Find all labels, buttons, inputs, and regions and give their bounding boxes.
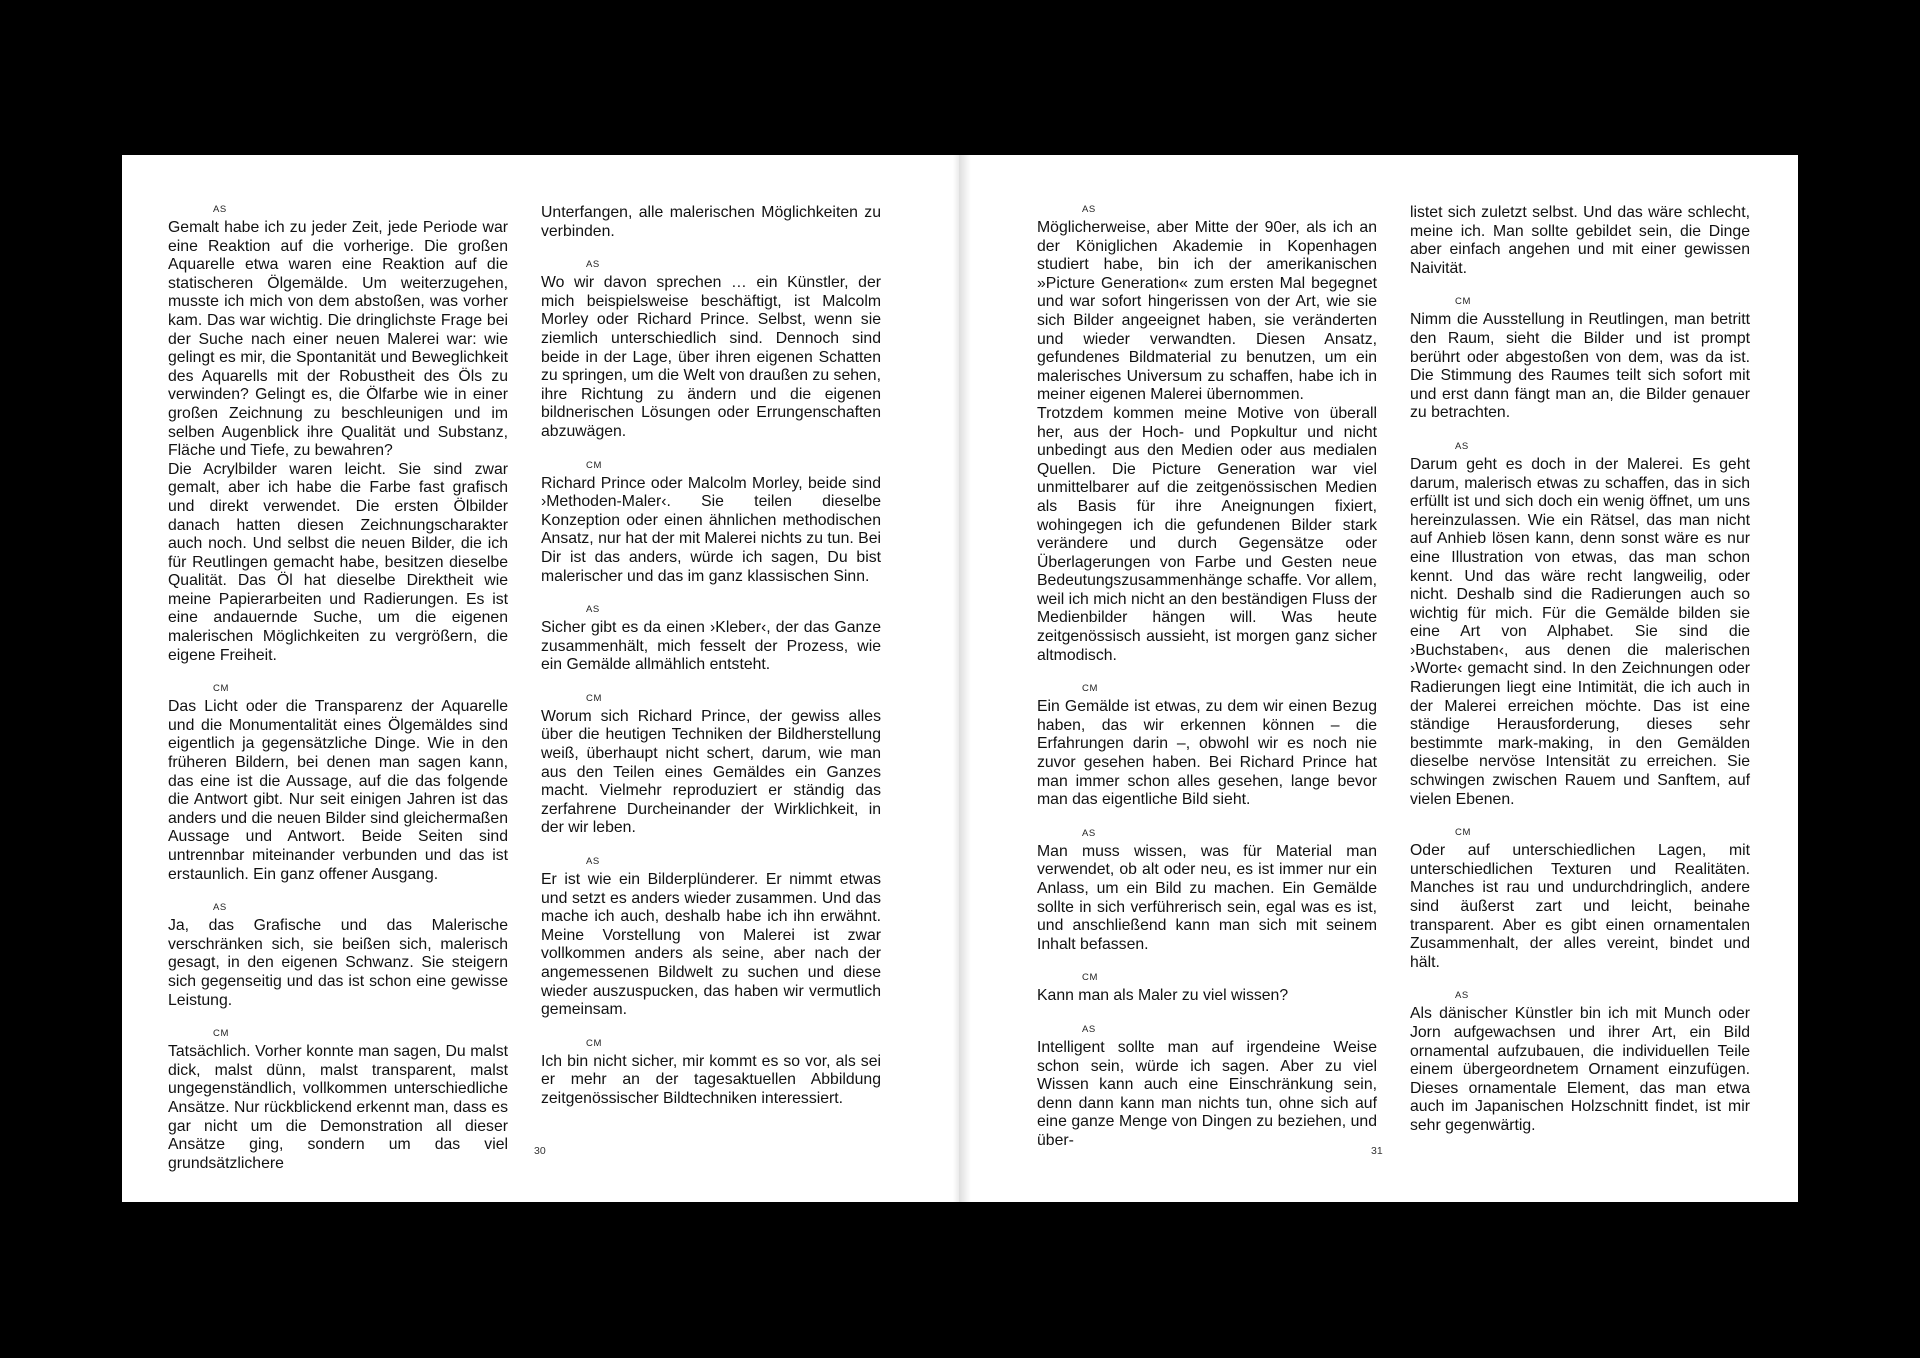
interview-block [1410, 827, 1750, 972]
interview-block [168, 902, 508, 1010]
speaker-label: AS [1082, 827, 1096, 839]
body-paragraph: Oder auf unterschiedlichen Lagen, mit unterschiedlichen Texturen und Realitäten. Manches ist rau und undurchdringlich, andere sind äußerst zart und leicht, beinahe transparent. Aber es gibt einen ornamentalen Zusammenhalt, der alles vereint, bindet und hält. [1410, 842, 1750, 971]
body-paragraph: Man muss wissen, was für Material man verwendet, ob alt oder neu, es ist immer nur ein Anlass, um ein Bild zu machen. Ein Gemälde sollte in sich verführerisch sein, egal was es ist, und anschließend kann man sich mit seinem Inhalt befassen. [1037, 842, 1377, 953]
right-page-column-2 [1410, 204, 1750, 1154]
speaker-label: AS [586, 259, 600, 271]
speaker-label: CM [586, 692, 602, 704]
body-paragraph: Als dänischer Künstler bin ich mit Munch oder Jorn aufgewachsen und ihrer Art, ein Bild ornamental aufzubauen, die individuellen Teile einem übergeordnetem Ornament einzufügen. Dieses ornamentale Element, das man etwa auch im Japanischen Holzschnitt findet, ist mir sehr gegenwärtig. [1410, 1005, 1750, 1134]
body-paragraph: Möglicherweise, aber Mitte der 90er, als ich an der Königlichen Akademie in Kopenhagen studiert habe, bin ich der amerikanischen »Picture Generation« zum ersten Mal begegnet und war sofort hingerissen von der Art, wie sie sich Bilder angeeignet haben, sie veränderten und wieder verwandten. Diesen Ansatz, gefundenes Bildmaterial zu benutzen, um ein malerisches Universum zu schaffen, habe ich in meiner eigenen Malerei übernommen. [1037, 219, 1377, 404]
interview-block [1037, 972, 1377, 1006]
left-page-column-1 [168, 204, 508, 1191]
speaker-label: CM [213, 1028, 229, 1040]
interview-block [1410, 441, 1750, 809]
interview-block [168, 204, 508, 665]
speaker-label: AS [1082, 1023, 1096, 1035]
body-paragraph: Ich bin nicht sicher, mir kommt es so vor, als sei er mehr an der tagesaktuellen Abbildung zeitgenössischer Bildtechniken interessiert. [541, 1052, 881, 1107]
speaker-label: AS [213, 204, 227, 215]
interview-block [541, 856, 881, 1020]
left-page [122, 155, 959, 1202]
speaker-label: CM [1455, 827, 1471, 839]
speaker-label: CM [1082, 683, 1098, 695]
interview-block [541, 693, 881, 838]
body-paragraph: Ein Gemälde ist etwas, zu dem wir einen Bezug haben, das wir erkennen können – die Erfahrungen darin –, obwohl wir es noch nie zuvor gesehen haben. Bei Richard Prince hat man immer schon alles gesehen, lange bevor man das eigentliche Bild sieht. [1037, 698, 1377, 809]
interview-block [1410, 990, 1750, 1135]
interview-block [1410, 296, 1750, 423]
interview-block [1410, 204, 1750, 278]
body-paragraph: Das Licht oder die Transparenz der Aquarelle und die Monumentalität eines Ölgemäldes sind eigentlich ja gegensätzliche Dinge. Wie in den früheren Bildern, bei denen man sagen kann, das eine ist die Aussage, auf die das folgende die Antwort gibt. Nur seit einigen Jahren ist das anders und die neuen Bilder sind gleichermaßen Aussage und Antwort. Beide Seiten sind untrennbar miteinander verbunden und das ist erstaunlich. Ein ganz offener Ausgang. [168, 698, 508, 883]
page-number: 31 [1371, 1145, 1383, 1157]
body-paragraph: Die Acrylbilder waren leicht. Sie sind zwar gemalt, aber ich habe die Farbe fast grafisch und direkt verwendet. Die ersten Ölbilder danach hatten diesen Zeichnungscharakter auch noch. Und selbst die neuen Bilder, die ich für Reutlingen gemacht habe, besitzen dieselbe Qualität. Das Öl hat dieselbe Direktheit wie meine Papierarbeiten und Radierungen. Es ist eine andauernde Suche, um die eigenen malerischen Möglichkeiten zu vergrößern, die eigene Freiheit. [168, 460, 508, 664]
body-paragraph: Nimm die Ausstellung in Reutlingen, man betritt den Raum, sieht die Bilder und ist prompt berührt oder abgestoßen von dem, was da ist. Die Stimmung des Raumes teilt sich sofort mit und erst dann fängt man an, die Bilder genauer zu betrachten. [1410, 311, 1750, 422]
speaker-label: AS [1455, 440, 1469, 452]
body-paragraph: Darum geht es doch in der Malerei. Es geht darum, malerisch etwas zu schaffen, das in sich erfüllt ist und sich doch ein wenig öffnet, um uns hereinzulassen. Wie ein Rätsel, das man nicht auf Anhieb lösen kann, denn sonst wäre es nur eine Illustration von etwas, das man schon kennt. Und das wäre recht langweilig, oder nicht. Deshalb sind die Radierungen auch so wichtig für mich. Für die Gemälde bilden sie eine Art von Alphabet. Sie sind die ›Buchstaben‹, aus denen die malerischen ›Worte‹ gemacht sind. In den Zeichnungen oder Radierungen liegt eine Intimität, die ich auch in der Malerei erreichen möchte. Das ist eine ständige Herausforderung, dieses sehr bestimmte mark-making, in den Gemälden dieselbe nervöse Intensität zu erreichen. Sie schwingen zwischen Rauem und Sanftem, auf vielen Ebenen. [1410, 455, 1750, 808]
body-paragraph: Unterfangen, alle malerischen Möglichkeiten zu verbinden. [541, 204, 881, 240]
speaker-label: AS [1455, 990, 1469, 1002]
body-paragraph: Trotzdem kommen meine Motive von überall her, aus der Hoch- und Popkultur und nicht unbedingt aus den Medien oder aus medialen Quellen. Die Picture Generation war viel unmittelbarer auf die zeitgenössischen Medien als Basis für ihre Aneignungen fixiert, wohingegen ich die gefundenen Bilder stark verändere und durch Gegensätze oder Überlagerungen von Farbe und Gesten neue Bedeutungszusammenhänge schaffe. Vor allem, weil ich mich nicht an den beständigen Fluss der Medienbilder hängen will. Was heute zeitgenössisch aussieht, ist morgen ganz sicher altmodisch. [1037, 404, 1377, 664]
interview-block [541, 460, 881, 587]
speaker-label: CM [586, 1037, 602, 1049]
body-paragraph: Er ist wie ein Bilderplünderer. Er nimmt etwas und setzt es anders wieder zusammen. Und das mache ich auch, deshalb habe ich ihn erwähnt. Meine Vorstellung von Malerei ist zwar vollkommen anders als seine, aber nach der angemessenen Bildwelt zu suchen und diese wieder auszuspucken, das haben wir vermutlich gemeinsam. [541, 871, 881, 1019]
interview-block [1037, 683, 1377, 810]
interview-block [541, 604, 881, 675]
speaker-label: AS [1082, 204, 1096, 215]
interview-block [541, 1038, 881, 1109]
speaker-label: AS [586, 856, 600, 868]
speaker-label: CM [1455, 296, 1471, 308]
page-number: 30 [534, 1145, 546, 1157]
left-page-column-2 [541, 204, 881, 1127]
body-paragraph: Wo wir davon sprechen … ein Künstler, der mich beispielsweise beschäftigt, ist Malcolm Morley oder Richard Prince. Selbst, wenn sie ziemlich unterschiedlich sind. Dennoch sind beide in der Lage, über ihren eigenen Schatten zu springen, um die Welt von draußen zu sehen, ihre Richtung zu ändern und die eigenen bildnerischen Lösungen oder Errungenschaften abzuwägen. [541, 274, 881, 440]
interview-block [541, 259, 881, 441]
body-paragraph: Gemalt habe ich zu jeder Zeit, jede Periode war eine Reaktion auf die vorherige. Die großen Aquarelle etwa waren eine Reaktion auf die statischeren Ölgemälde. Um weiterzugehen, musste ich mich von dem abstoßen, was vorher kam. Das war wichtig. Die dringlichste Frage bei der Suche nach einer neuen Malerei war: wie gelingt es mir, die Spontanität und Beweglichkeit des Aquarells mit der Robustheit des Öls zu verwinden? Gelingt es, die Ölfarbe wie in einer großen Zeichnung zu beschleunigen und im selben Augenblick ihre Qualität und Substanz, Fläche und Tiefe, zu bewahren? [168, 219, 508, 460]
interview-block [1037, 828, 1377, 955]
interview-block [1037, 1024, 1377, 1151]
speaker-label: AS [213, 902, 227, 914]
interview-block [168, 683, 508, 884]
speaker-label: CM [586, 459, 602, 471]
body-paragraph: Ja, das Grafische und das Malerische verschränken sich, sie beißen sich, malerisch gesagt, in den eigenen Schwanz. Sie steigern sich gegenseitig und das ist schon eine gewisse Leistung. [168, 917, 508, 1009]
body-paragraph: listet sich zuletzt selbst. Und das wäre schlecht, meine ich. Man sollte gebildet sein, die Dinge aber einfach angehen und mit einer gewissen Naivität. [1410, 204, 1750, 277]
interview-block [541, 204, 881, 241]
body-paragraph: Richard Prince oder Malcolm Morley, beide sind ›Methoden-Maler‹. Sie teilen dieselbe Konzeption oder einen ähnlichen methodischen Ansatz, nur hat der mit Malerei nichts zu tun. Bei Dir ist das anders, würde ich sagen, Du bist malerischer und das im ganz klassischen Sinn. [541, 474, 881, 585]
body-paragraph: Intelligent sollte man auf irgendeine Weise schon sein, würde ich sagen. Aber zu viel Wissen kann auch eine Einschränkung sein, denn dann kann man nichts tun, ohne sich auf eine ganze Menge von Dingen zu beziehen, und über- [1037, 1038, 1377, 1149]
speaker-label: AS [586, 604, 600, 616]
interview-block [1037, 204, 1377, 665]
right-page-column-1 [1037, 204, 1377, 1169]
body-paragraph: Tatsächlich. Vorher konnte man sagen, Du malst dick, malst dünn, malst transparent, malst ungegenständlich, vollkommen unterschiedliche Ansätze. Nur rückblickend erkennt man, dass es gar nicht um die Demonstration all dieser Ansätze ging, sondern um das viel grundsätzlichere [168, 1043, 508, 1172]
body-paragraph: Worum sich Richard Prince, der gewiss alles über die heutigen Techniken der Bildherstellung weiß, überhaupt nicht schert, darum, wie man aus den Teilen eines Gemäldes ein Ganzes macht. Vielmehr reproduziert er ständig das zerfahrene Durcheinander der Wirklichkeit, in der wir leben. [541, 707, 881, 837]
body-paragraph: Kann man als Maler zu viel wissen? [1037, 987, 1289, 1005]
speaker-label: CM [1082, 972, 1098, 984]
interview-block [168, 1028, 508, 1173]
right-page [959, 155, 1798, 1202]
body-paragraph: Sicher gibt es da einen ›Kleber‹, der das Ganze zusammenhält, mich fesselt der Prozess, wie ein Gemälde allmählich entsteht. [541, 619, 881, 674]
speaker-label: CM [213, 683, 229, 695]
